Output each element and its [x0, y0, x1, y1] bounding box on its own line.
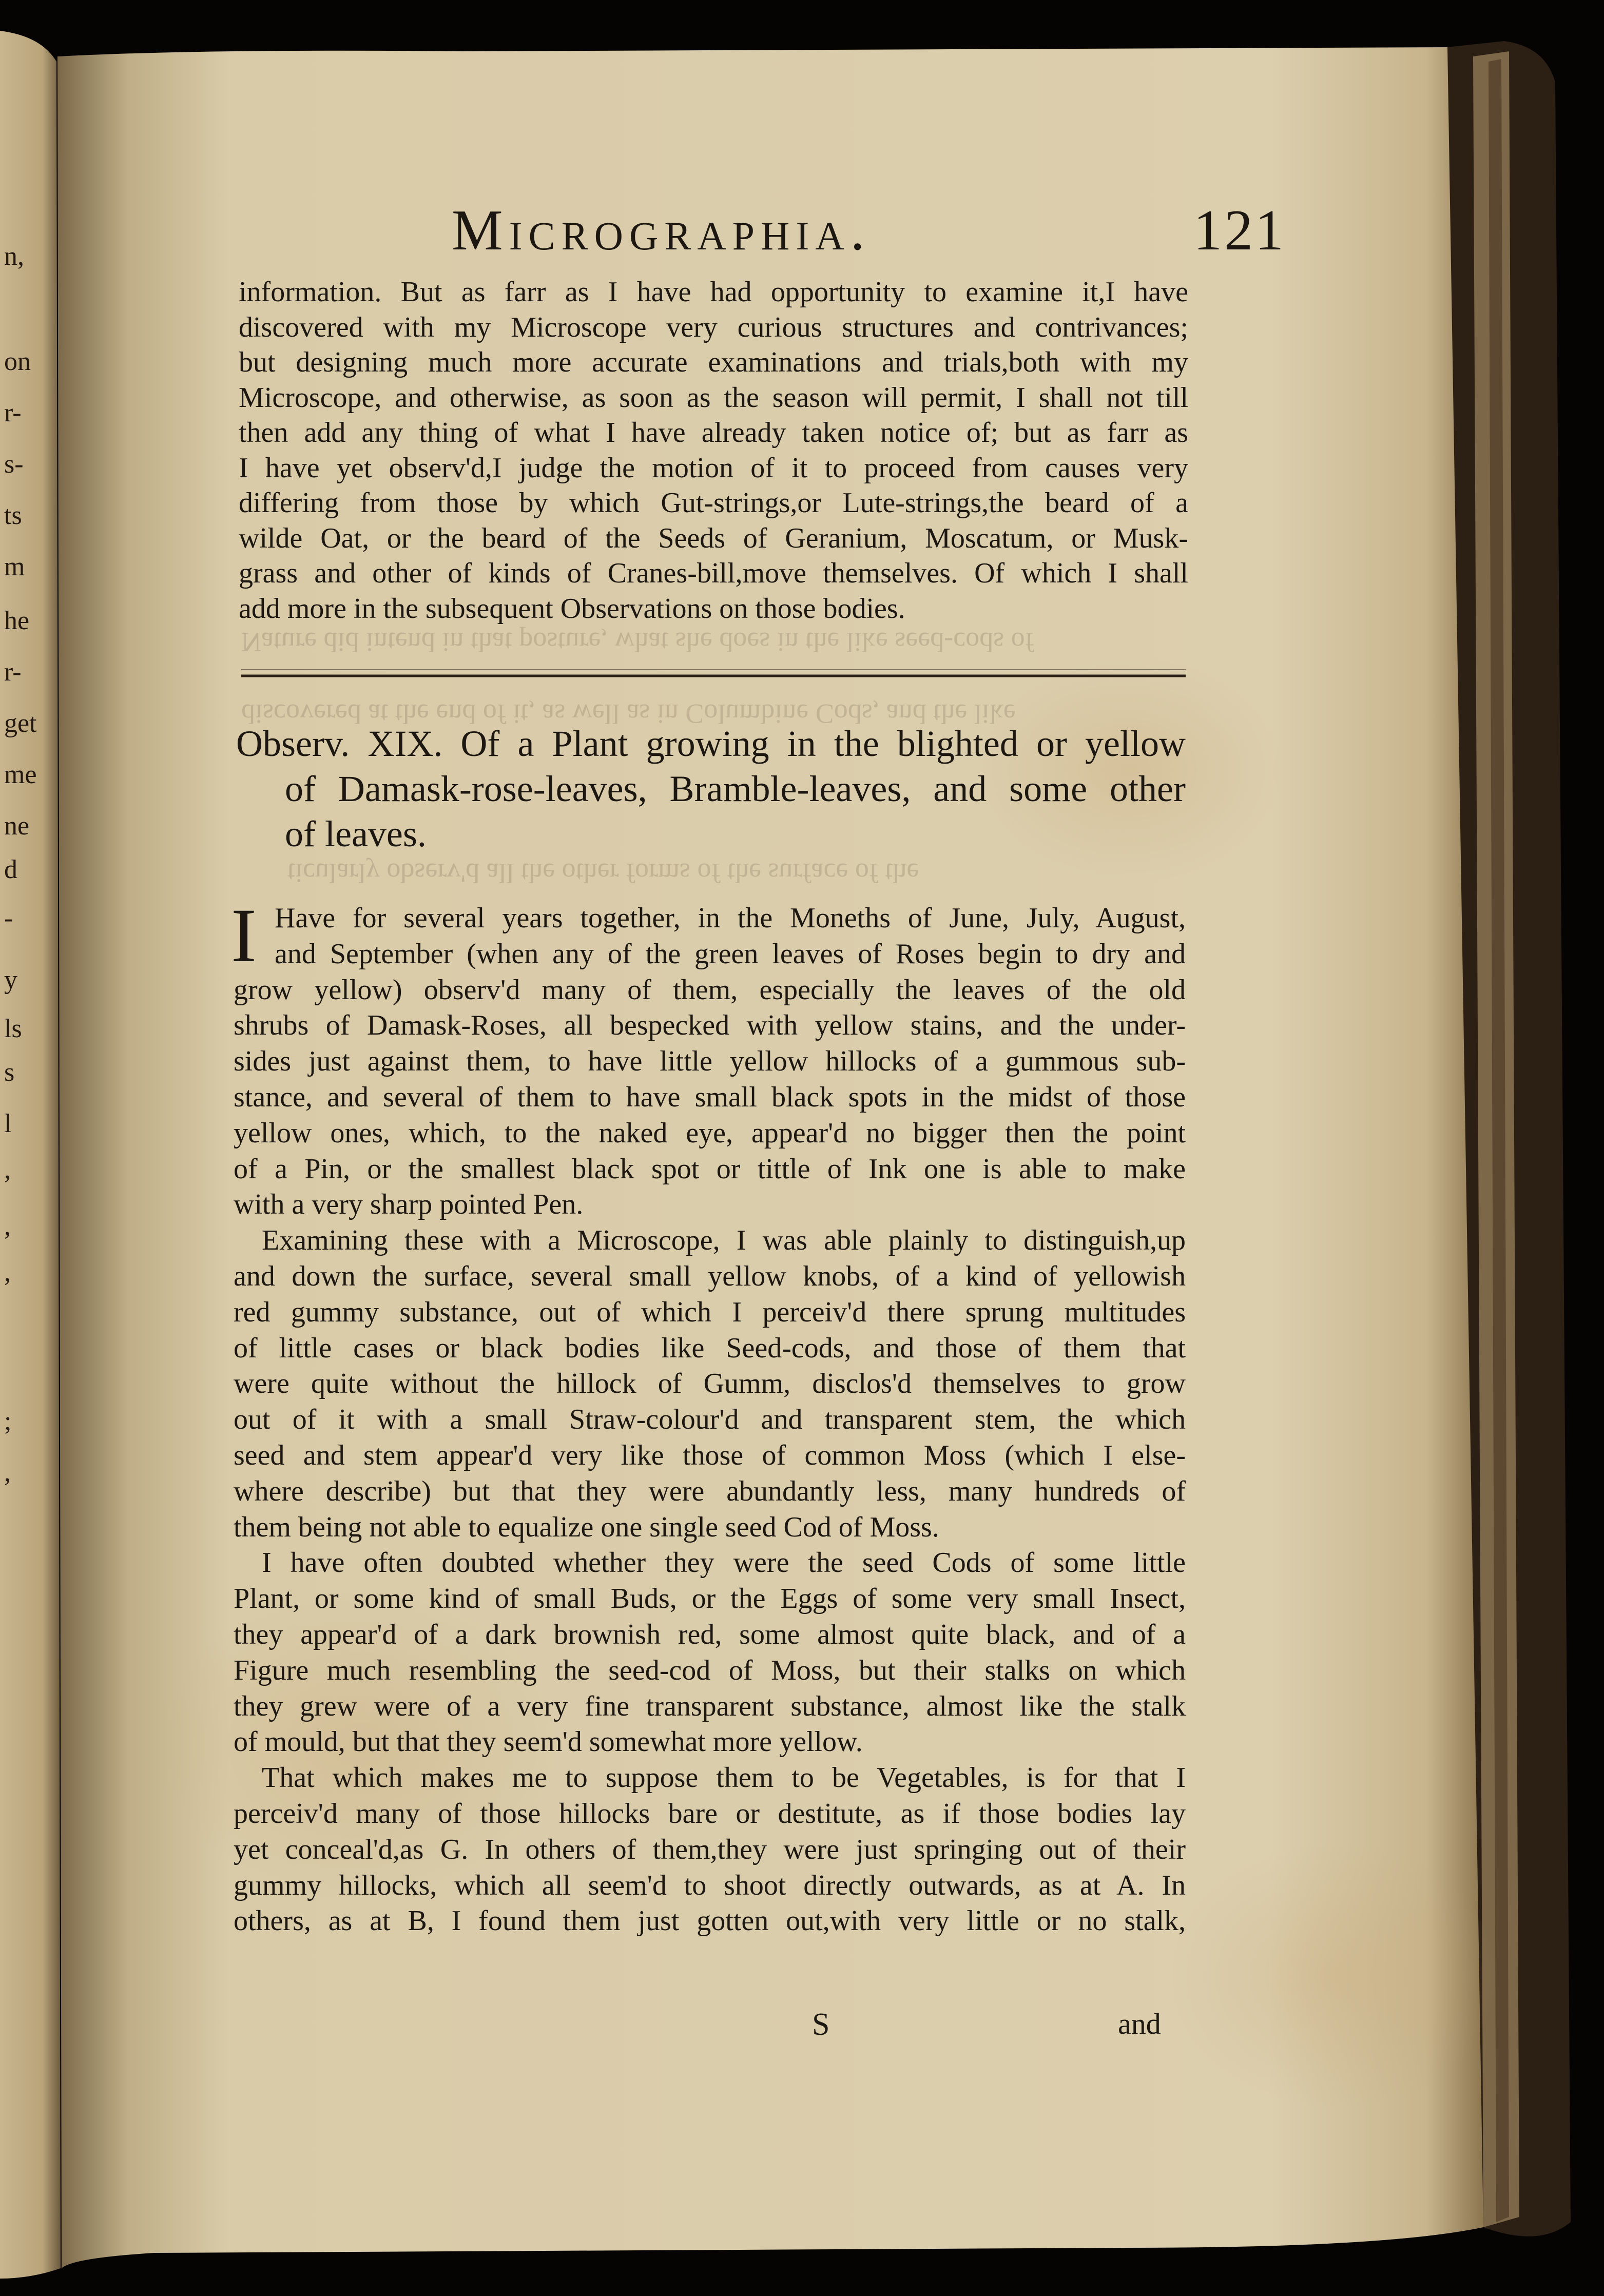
left-page-fragment: s [4, 1058, 15, 1087]
text-line: wilde Oat, or the beard of the Seeds of Geranium, Moscatum, or Musk- [239, 522, 1188, 554]
show-through-text: ticularly observ'd all the other forms of the surface of the [287, 858, 919, 888]
text-line: differing from those by which Gut-strings,or Lute-strings,the beard of a [239, 487, 1188, 519]
left-page-fragment: ts [4, 501, 22, 530]
catchword: and [1118, 2007, 1161, 2040]
left-page-fragment: - [4, 904, 13, 933]
show-through-text: discovered at the end of it, as well as in Columbine Cods, and the like [241, 698, 1016, 729]
heading-line: of Damask-rose-leaves, Bramble-leaves, and some other [285, 768, 1186, 809]
text-line: they appear'd of a dark brownish red, some almost quite black, and of a [234, 1619, 1186, 1650]
show-through-text: Nature did intend in that posture, what she does in the like seed-cods of [241, 627, 1034, 657]
text-line: were quite without the hillock of Gumm, disclos'd themselves to grow [234, 1368, 1186, 1400]
text-line: discovered with my Microscope very curious structures and contrivances; [239, 311, 1188, 343]
left-page-fragment: m [4, 552, 25, 581]
left-page-fragment: d [4, 855, 17, 884]
text-line: shrubs of Damask-Roses, all bespecked with yellow stains, and the under- [234, 1009, 1186, 1042]
text-line: sides just against them, to have little yellow hillocks of a gummous sub- [234, 1045, 1186, 1078]
left-page-fragment: ; [4, 1407, 12, 1436]
text-line: Have for several years together, in the Moneths of June, July, August, [275, 902, 1186, 934]
left-page-fragment: s- [4, 450, 24, 479]
text-line: of little cases or black bodies like Seed-cods, and those of them that [234, 1332, 1186, 1364]
text-line: information. But as farr as I have had opportunity to examine it,I have [239, 276, 1188, 308]
left-page-fragment: y [4, 965, 17, 995]
left-page-fragment: , [4, 1212, 11, 1241]
text-line: Plant, or some kind of small Buds, or the Eggs of some very small Insect, [234, 1583, 1186, 1615]
text-line: grow yellow) observ'd many of them, especially the leaves of the old [234, 974, 1186, 1006]
heading-line: of leaves. [285, 813, 427, 854]
left-page-fragment: l [4, 1109, 12, 1138]
text-line: then add any thing of what I have already taken notice of; but as farr as [239, 417, 1188, 449]
text-line: That which makes me to suppose them to be Vegetables, is for that I [262, 1762, 1186, 1794]
drop-cap: I [231, 893, 257, 978]
left-page-fragment: n, [4, 242, 24, 271]
text-line: of mould, but that they seem'd somewhat more yellow. [234, 1726, 863, 1758]
text-line: out of it with a small Straw-colour'd and transparent stem, the which [234, 1404, 1186, 1436]
text-line: yet conceal'd,as G. In others of them,they were just springing out of their [234, 1833, 1186, 1865]
text-line: I have yet observ'd,I judge the motion of it to proceed from causes very [239, 452, 1188, 484]
left-page-fragment: , [4, 1155, 11, 1184]
left-page-fragment: on [4, 347, 31, 376]
left-page-fragment: r- [4, 657, 22, 687]
left-page-fragment: ne [4, 811, 30, 841]
text-line: Examining these with a Microscope, I was able plainly to distinguish,up [262, 1224, 1186, 1257]
text-line: yellow ones, which, to the naked eye, appear'd no bigger then the point [234, 1117, 1186, 1149]
text-line: but designing much more accurate examinations and trials,both with my [239, 346, 1188, 378]
text-line: Figure much resembling the seed-cod of Moss, but their stalks on which [234, 1654, 1186, 1686]
text-line: stance, and several of them to have small black spots in the midst of those [234, 1081, 1186, 1113]
text-line: add more in the subsequent Observations on those bodies. [239, 592, 905, 625]
text-line: they grew were of a very fine transparent substance, almost like the stalk [234, 1690, 1186, 1722]
left-page-fragment: ls [4, 1014, 22, 1043]
text-line: with a very sharp pointed Pen. [234, 1189, 584, 1221]
signature-mark: S [812, 2007, 830, 2042]
left-page-fragment: , [4, 1458, 11, 1487]
heading-line: Observ. XIX. Of a Plant growing in the blighted or yellow [236, 723, 1186, 764]
left-page-fragment: r- [4, 398, 22, 427]
text-line: where describe) but that they were abundantly less, many hundreds of [234, 1475, 1186, 1507]
text-line: I have often doubted whether they were the seed Cods of some little [262, 1547, 1186, 1579]
left-page-fragment: get [4, 709, 37, 738]
text-line: gummy hillocks, which all seem'd to shoot directly outwards, as at A. In [234, 1869, 1186, 1901]
text-line: them being not able to equalize one single seed Cod of Moss. [234, 1511, 939, 1543]
left-page-fragment: me [4, 760, 37, 789]
text-line: perceiv'd many of those hillocks bare or destitute, as if those bodies lay [234, 1798, 1186, 1830]
text-line: and down the surface, several small yellow knobs, of a kind of yellowish [234, 1260, 1186, 1292]
text-line: Microscope, and otherwise, as soon as the season will permit, I shall not till [239, 381, 1188, 414]
text-line: red gummy substance, out of which I perceiv'd there sprung multitudes [234, 1296, 1186, 1328]
left-page-fragment: , [4, 1258, 11, 1287]
text-line: grass and other of kinds of Cranes-bill,move themselves. Of which I shall [239, 557, 1188, 589]
text-line: of a Pin, or the smallest black spot or tittle of Ink one is able to make [234, 1153, 1186, 1185]
left-page-fragment: he [4, 606, 30, 635]
running-head-title: Micrographia. [452, 199, 871, 262]
text-line: others, as at B, I found them just gotten out,with very little or no stalk, [234, 1905, 1186, 1937]
text-line: and September (when any of the green leaves of Roses begin to dry and [275, 938, 1186, 970]
text-line: seed and stem appear'd very like those of common Moss (which I else- [234, 1439, 1186, 1471]
page-number: 121 [1193, 199, 1286, 262]
